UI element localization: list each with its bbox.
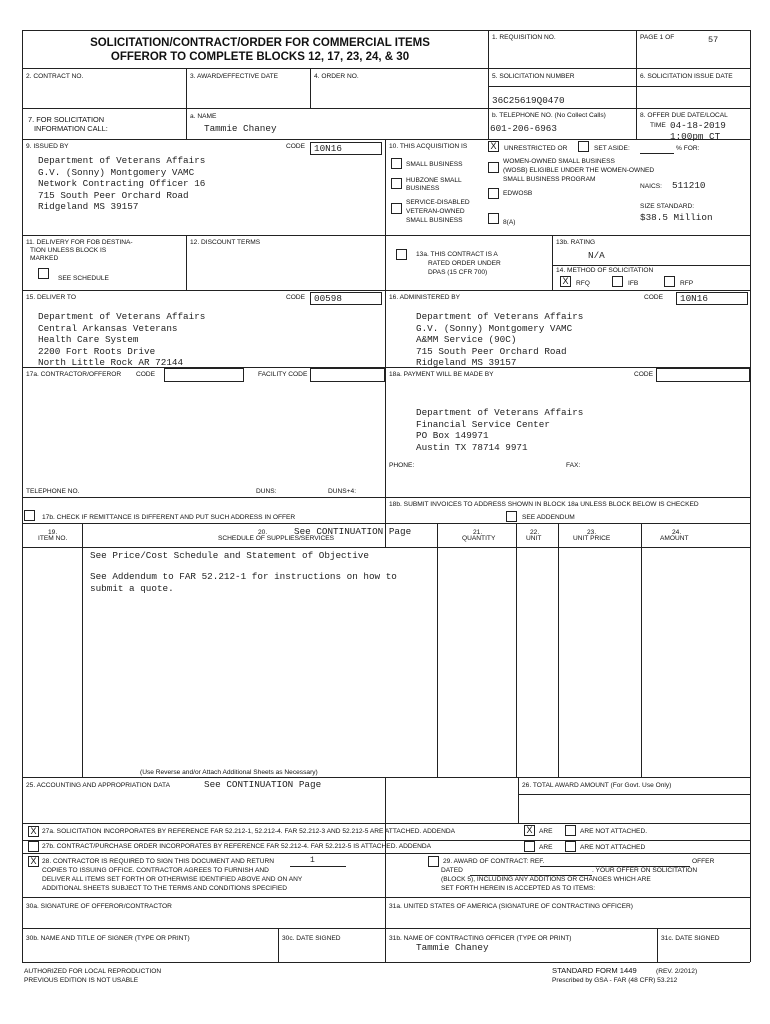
rated-order-label-1: 13a. THIS CONTRACT IS A [416, 251, 498, 258]
administered-by-line: Department of Veterans Affairs [416, 311, 584, 322]
payment-line: Financial Service Center [416, 418, 550, 430]
footer-prescribed: Prescribed by GSA - FAR (48 CFR) 53.212 [552, 977, 678, 984]
solicitation-no-label: 5. SOLICITATION NUMBER [492, 73, 575, 80]
col20-header: SCHEDULE OF SUPPLIES/SERVICES [218, 535, 335, 542]
officer-31b-value: Tammie Chaney [416, 942, 489, 953]
deliver-to-code-label: CODE [286, 294, 306, 301]
clause-27b-checkbox[interactable] [28, 841, 39, 852]
sdvosb-label-3: SMALL BUSINESS [406, 217, 463, 224]
administered-by-code-label: CODE [644, 294, 664, 301]
wosb-checkbox[interactable] [488, 162, 499, 173]
small-business-checkbox[interactable] [391, 158, 402, 169]
offer-due-label: 8. OFFER DUE DATE/LOCAL [640, 112, 728, 119]
small-business-label: SMALL BUSINESS [406, 161, 463, 168]
payment-code-field[interactable] [656, 368, 750, 382]
see-addendum-checkbox[interactable] [506, 511, 517, 522]
administered-by-address [416, 311, 583, 369]
clause-28-checkbox[interactable]: X [28, 856, 39, 867]
info-call-label-1: 7. FOR SOLICITATION [28, 115, 105, 124]
wosb-label-1: WOMEN-OWNED SMALL BUSINESS [503, 158, 615, 165]
date-31c-label: 31c. DATE SIGNED [661, 935, 720, 942]
col20-num: 20. [258, 529, 268, 536]
issued-by-line: Department of Veterans Affairs [38, 155, 206, 166]
sdvosb-checkbox[interactable] [391, 203, 402, 214]
rfq-label: RFQ [576, 280, 590, 287]
facility-code-field[interactable] [310, 368, 385, 382]
contact-name-label: a. NAME [190, 113, 217, 120]
set-aside-for-label: % FOR: [676, 145, 700, 152]
deliver-to-code-value: 00598 [314, 293, 342, 304]
deliver-to-code-box [310, 292, 382, 305]
page-total: 57 [708, 35, 719, 45]
deliver-to-line: 2200 Fort Roots Drive [38, 345, 156, 357]
offer-due-time-label: TIME [650, 122, 666, 129]
issue-date-label: 6. SOLICITATION ISSUE DATE [640, 73, 733, 80]
clause-27a-checkbox[interactable]: X [28, 826, 39, 837]
contractor-code-label: CODE [136, 371, 156, 378]
administered-by-label: 16. ADMINISTERED BY [389, 294, 461, 301]
rfp-checkbox[interactable] [664, 276, 675, 287]
ifb-label: IFB [628, 280, 639, 287]
deliver-to-line: Central Arkansas Veterans [38, 322, 178, 334]
total-award-label: 26. TOTAL AWARD AMOUNT (For Govt. Use Only) [522, 782, 672, 789]
schedule-body-line-1: See Price/Cost Schedule and Statement of Objective [90, 550, 369, 561]
naics-value: 511210 [672, 180, 706, 191]
eight-a-checkbox[interactable] [488, 213, 499, 224]
clause-27a-label: 27a. SOLICITATION INCORPORATES BY REFERENCE FAR 52.212-1, 52.212-4. FAR 52.212-3 AND 52.212-5 ARE ATTACHED. ADDENDA [42, 828, 455, 835]
ifb-checkbox[interactable] [612, 276, 623, 287]
contact-phone-value: 601-206-6963 [490, 123, 557, 134]
administered-by-line: G.V. (Sonny) Montgomery VAMC [416, 322, 573, 334]
administered-by-code-value: 10N16 [680, 293, 708, 304]
see-schedule-label: SEE SCHEDULE [58, 275, 109, 282]
deliver-to-address [38, 311, 205, 369]
see-addendum-label: SEE ADDENDUM [522, 514, 575, 521]
col23-header: UNIT PRICE [573, 535, 611, 542]
clause-28-line-4: ADDITIONAL SHEETS SUBJECT TO THE TERMS AND CONDITIONS SPECIFIED [42, 885, 287, 892]
payment-address [416, 407, 583, 453]
deliver-to-line: North Little Rock AR 72144 [38, 357, 184, 368]
rating-label: 13b. RATING [556, 239, 596, 246]
payment-code-label: CODE [634, 371, 654, 378]
clause-27a-are-not-label: ARE NOT ATTACHED. [580, 828, 648, 835]
rated-order-label-2: RATED ORDER UNDER [428, 260, 501, 267]
administered-by-line: 715 South Peer Orchard Road [416, 345, 567, 357]
clause-29-line-1: 29. AWARD OF CONTRACT: REF. [443, 858, 545, 865]
contract-no-label: 2. CONTRACT NO. [26, 73, 84, 80]
col20-value: See CONTINUATION Page [294, 526, 412, 537]
payment-line: Austin TX 78714 9971 [416, 441, 528, 453]
col19-num: 19. [48, 529, 58, 536]
size-standard-label: SIZE STANDARD: [640, 203, 695, 210]
submit-invoices-label: 18b. SUBMIT INVOICES TO ADDRESS SHOWN IN BLOCK 18a UNLESS BLOCK BELOW IS CHECKED [389, 501, 699, 508]
clause-29-offer: OFFER [692, 858, 715, 865]
clause-27b-label: 27b. CONTRACT/PURCHASE ORDER INCORPORATES BY REFERENCE FAR 52.212-4. FAR 52.212-5 IS ATTACHED. ADDENDA [42, 843, 432, 850]
issued-by-line: G.V. (Sonny) Montgomery VAMC [38, 166, 195, 178]
footer-form-name: STANDARD FORM 1449 [552, 966, 637, 975]
footer-form-rev: (REV. 2/2012) [656, 968, 698, 975]
clause-27a-are-not-checkbox[interactable] [565, 825, 576, 836]
payment-phone-label: PHONE: [389, 462, 415, 469]
deliver-to-label: 15. DELIVER TO [26, 294, 76, 301]
solicitation-no-value: 36C25619Q0470 [492, 95, 565, 106]
issued-by-code-label: CODE [286, 143, 306, 150]
contractor-code-field[interactable] [164, 368, 244, 382]
page-label: PAGE 1 OF [640, 34, 675, 41]
schedule-body-line-3: submit a quote. [90, 583, 174, 594]
offer-due-date: 04-18-2019 [670, 120, 726, 131]
schedule-body-line-2: See Addendum to FAR 52.212-1 for instructions on how to [90, 571, 397, 582]
signature-31a-label: 31a. UNITED STATES OF AMERICA (SIGNATURE OF CONTRACTING OFFICER) [389, 903, 633, 910]
clause-28-line-2: COPIES TO ISSUING OFFICE. CONTRACTOR AGREES TO FURNISH AND [42, 867, 269, 874]
col24-num: 24. [672, 529, 682, 536]
method-label: 14. METHOD OF SOLICITATION [556, 267, 654, 274]
sdvosb-label-1: SERVICE-DISABLED [406, 199, 470, 206]
delivery-label-1: 11. DELIVERY FOR FOB DESTINA- [26, 239, 133, 246]
wosb-label-2: (WOSB) ELIGIBLE UNDER THE WOMEN-OWNED [503, 167, 655, 174]
clause-28-copies: 1 [310, 856, 315, 865]
eight-a-label: 8(A) [503, 219, 516, 226]
payment-label: 18a. PAYMENT WILL BE MADE BY [389, 371, 494, 378]
clause-29-checkbox[interactable] [428, 856, 439, 867]
delivery-label-3: MARKED [30, 255, 59, 262]
deliver-to-line: Department of Veterans Affairs [38, 311, 206, 322]
acquisition-label: 10. THIS ACQUISITION IS [389, 143, 468, 150]
issued-by-code-value: 10N16 [314, 143, 342, 154]
clause-29-line-4: SET FORTH HEREIN IS ACCEPTED AS TO ITEMS: [441, 885, 596, 892]
issued-by-code-box [310, 142, 382, 155]
clause-28-line-1: 28. CONTRACTOR IS REQUIRED TO SIGN THIS DOCUMENT AND RETURN [42, 858, 275, 865]
edwosb-checkbox[interactable] [488, 188, 499, 199]
contractor-telephone-label: TELEPHONE NO. [26, 488, 80, 495]
clause-27a-are-checkbox[interactable]: X [524, 825, 535, 836]
clause-27a-are-label: ARE [539, 828, 553, 835]
accounting-value: See CONTINUATION Page [204, 779, 322, 790]
info-call-label-2: INFORMATION CALL: [34, 124, 108, 133]
contact-phone-label: b. TELEPHONE NO. (No Collect Calls) [492, 112, 606, 119]
edwosb-label: EDWOSB [503, 190, 533, 197]
clause-27b-are-checkbox[interactable] [524, 841, 535, 852]
clause-27b-are-label: ARE [539, 844, 553, 851]
clause-27b-are-not-checkbox[interactable] [565, 841, 576, 852]
requisition-no-label: 1. REQUISITION NO. [492, 34, 556, 41]
duns4-label: DUNS+4: [328, 488, 357, 495]
rating-value: N/A [588, 250, 605, 261]
naics-label: NAICS: [640, 183, 662, 190]
hubzone-label-1: HUBZONE SMALL [406, 177, 462, 184]
payment-line: Department of Veterans Affairs [416, 407, 584, 418]
set-aside-label: SET ASIDE: [594, 145, 630, 152]
col21-num: 21. [473, 529, 483, 536]
facility-code-label: FACILITY CODE [258, 371, 308, 378]
rated-order-label-3: DPAS (15 CFR 700) [428, 269, 488, 276]
clause-27b-are-not-label: ARE NOT ATTACHED [580, 844, 646, 851]
col22-num: 22. [530, 529, 540, 536]
clause-28-line-3: DELIVER ALL ITEMS SET FORTH OR OTHERWISE IDENTIFIED ABOVE AND ON ANY [42, 876, 303, 883]
duns-label: DUNS: [256, 488, 277, 495]
issued-by-line: Network Contracting Officer 16 [38, 178, 206, 189]
administered-by-code-box [676, 292, 748, 305]
form-title-line-1: SOLICITATION/CONTRACT/ORDER FOR COMMERCIAL ITEMS [90, 37, 430, 49]
remittance-checkbox[interactable] [24, 510, 35, 521]
accounting-label: 25. ACCOUNTING AND APPROPRIATION DATA [26, 782, 170, 789]
issued-by-line: Ridgeland MS 39157 [38, 201, 139, 212]
issued-by-line: 715 South Peer Orchard Road [38, 189, 189, 201]
see-schedule-checkbox[interactable] [38, 268, 49, 279]
col22-header: UNIT [526, 535, 542, 542]
officer-31b-label: 31b. NAME OF CONTRACTING OFFICER (TYPE OR PRINT) [389, 935, 572, 942]
sdvosb-label-2: VETERAN-OWNED [406, 208, 465, 215]
col19-header: ITEM NO. [38, 535, 68, 542]
clause-29-dated: DATED [441, 867, 463, 874]
signer-30b-label: 30b. NAME AND TITLE OF SIGNER (TYPE OR PRINT) [26, 935, 190, 942]
offer-due-time: 1:00pm CT [670, 131, 721, 142]
wosb-label-3: SMALL BUSINESS PROGRAM [503, 176, 596, 183]
remittance-label: 17b. CHECK IF REMITTANCE IS DIFFERENT AND PUT SUCH ADDRESS IN OFFER [42, 514, 296, 521]
delivery-label-2: TION UNLESS BLOCK IS [30, 247, 107, 254]
clause-29-line-2b: . YOUR OFFER ON SOLICITATION [592, 867, 698, 874]
hubzone-checkbox[interactable] [391, 178, 402, 189]
rated-order-checkbox[interactable] [396, 249, 407, 260]
unrestricted-checkbox[interactable]: X [488, 141, 499, 152]
hubzone-label-2: BUSINESS [406, 185, 440, 192]
payment-fax-label: FAX: [566, 462, 581, 469]
issued-by-label: 9. ISSUED BY [26, 143, 69, 150]
col23-num: 23. [587, 529, 597, 536]
administered-by-line: Ridgeland MS 39157 [416, 357, 517, 368]
contractor-label: 17a. CONTRACTOR/OFFEROR [26, 371, 122, 378]
administered-by-line: A&MM Service (90C) [416, 334, 517, 345]
footer-reproduction: AUTHORIZED FOR LOCAL REPRODUCTION [24, 968, 162, 975]
order-no-label: 4. ORDER NO. [314, 73, 359, 80]
size-standard-value: $38.5 Million [640, 212, 713, 223]
signature-30a-label: 30a. SIGNATURE OF OFFEROR/CONTRACTOR [26, 903, 172, 910]
clause-29-line-3: (BLOCK 5), INCLUDING ANY ADDITIONS OR CHANGES WHICH ARE [441, 876, 651, 883]
form-title-line-2: OFFEROR TO COMPLETE BLOCKS 12, 17, 23, 24, & 30 [110, 51, 410, 63]
unrestricted-label: UNRESTRICTED OR [504, 145, 568, 152]
col24-header: AMOUNT [660, 535, 689, 542]
award-date-label: 3. AWARD/EFFECTIVE DATE [190, 73, 279, 80]
discount-terms-label: 12. DISCOUNT TERMS [190, 239, 261, 246]
date-30c-label: 30c. DATE SIGNED [282, 935, 341, 942]
deliver-to-line: Health Care System [38, 334, 139, 345]
col21-header: QUANTITY [462, 535, 496, 542]
set-aside-checkbox[interactable] [578, 141, 589, 152]
rfq-checkbox[interactable]: X [560, 276, 571, 287]
contact-name-value: Tammie Chaney [204, 123, 277, 134]
footer-previous-edition: PREVIOUS EDITION IS NOT USABLE [24, 977, 139, 984]
schedule-footnote: (Use Reverse and/or Attach Additional Sheets as Necessary) [140, 769, 318, 776]
rfp-label: RFP [680, 280, 694, 287]
issued-by-address [38, 155, 205, 213]
payment-line: PO Box 149971 [416, 430, 489, 441]
